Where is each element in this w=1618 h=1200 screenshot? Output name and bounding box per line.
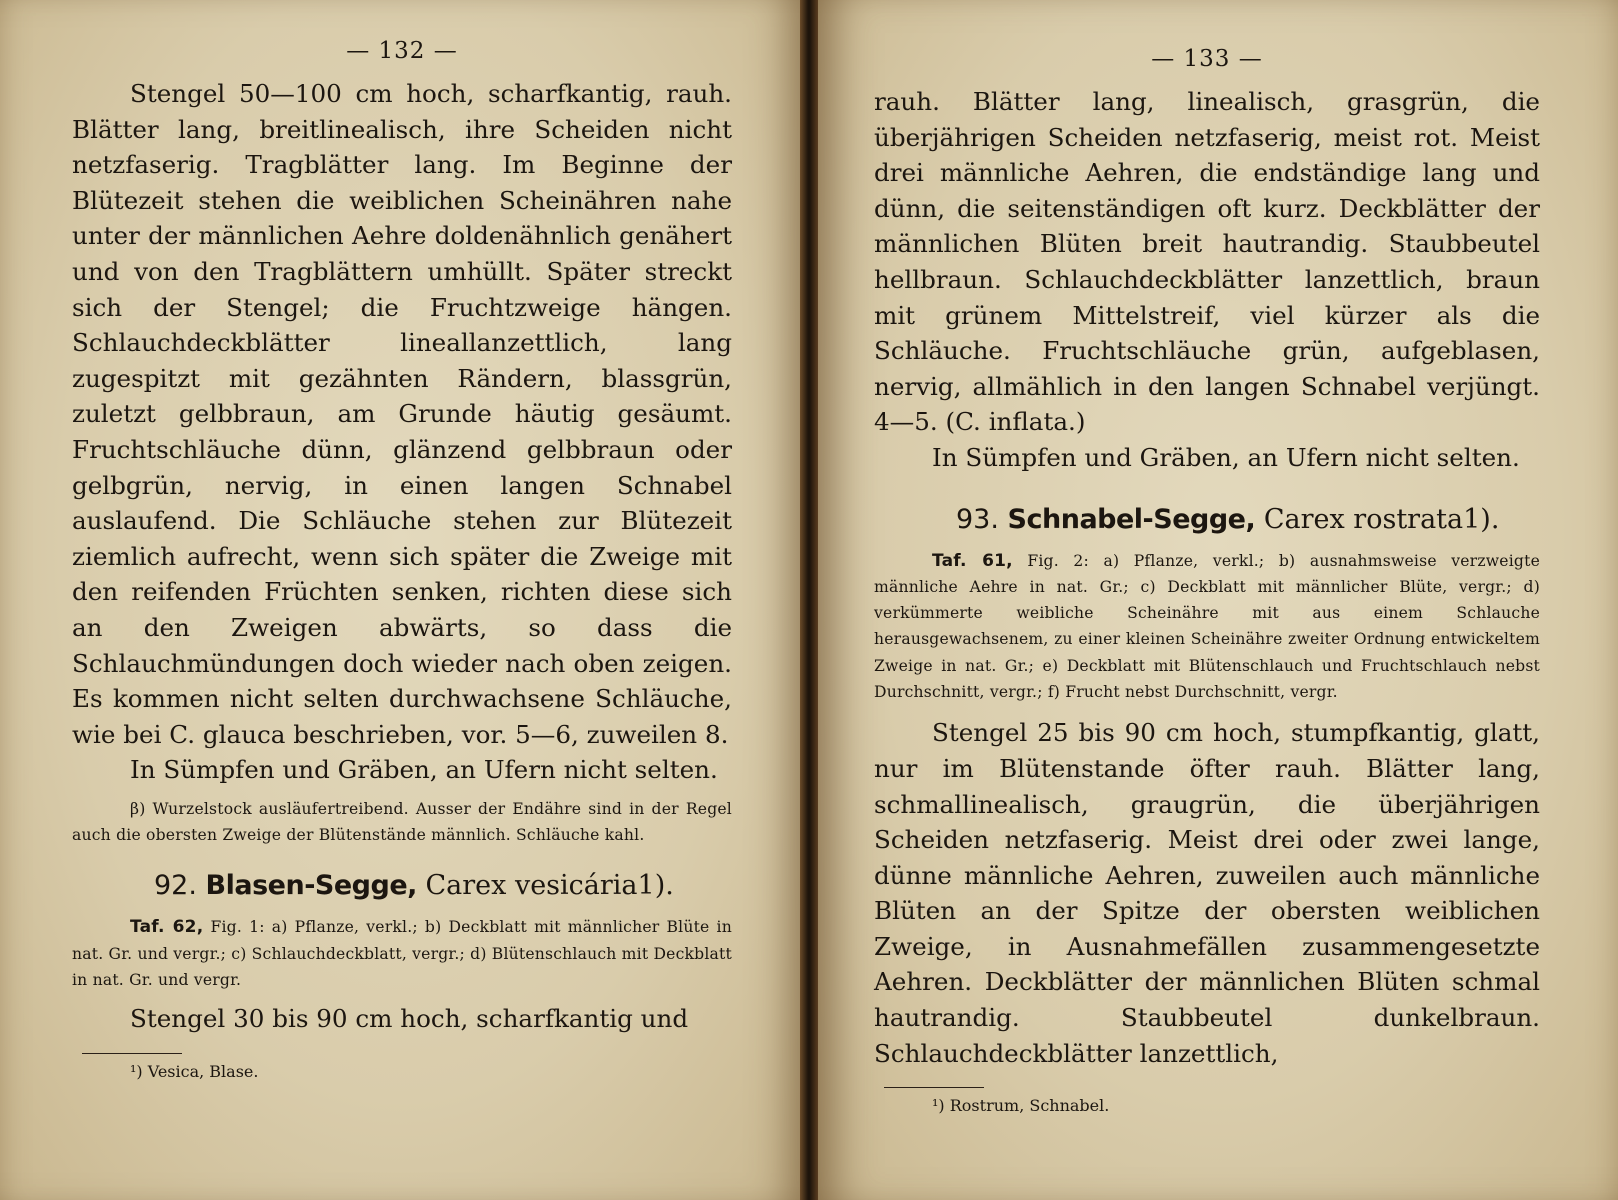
body-text xyxy=(874,84,1540,476)
species-latin-name: Carex rostrata xyxy=(1263,503,1464,535)
footnote-marker: 1). xyxy=(637,870,674,902)
body-text xyxy=(72,1001,732,1037)
plate-reference xyxy=(874,548,1540,706)
page-number: — 133 — xyxy=(1151,46,1263,72)
variety-note: β) Wurzelstock ausläufertreibend. Ausser der Endähre sind in der Regel auch die obersten Zweige der Blütenstände männlich. Schläuche kahl. xyxy=(72,799,732,845)
book-gutter xyxy=(800,0,818,1200)
description-paragraph: rauh. Blätter lang, linealisch, grasgrün, die überjährigen Scheiden netzfaserig, meist rot. Meist drei männliche Aehren, die endständige lang und dünn, die seitenständigen oft kurz. Deckblätter der männlichen Blüten breit hautrandig. Staubbeutel hellbraun. Schlauchdeckblätter lanzettlich, braun mit grünem Mittelstreif, viel kürzer als die Schläuche. Fruchtschläuche grün, aufgeblasen, nervig, allmählich in den langen Schnabel verjüngt. 4—5. (C. inflata.) xyxy=(874,87,1540,437)
description-paragraph: Stengel 30 bis 90 cm hoch, scharfkantig und xyxy=(130,1004,689,1034)
footnote-rule xyxy=(884,1087,984,1088)
footnote: ¹) Rostrum, Schnabel. xyxy=(932,1096,1110,1116)
species-number: 92. xyxy=(154,870,197,902)
plate-reference xyxy=(72,914,732,993)
species-common-name: Blasen-Segge, xyxy=(205,870,417,902)
plate-label: Taf. 61, xyxy=(932,550,1013,571)
left-page xyxy=(0,0,800,1200)
body-text xyxy=(72,76,732,788)
species-number: 93. xyxy=(956,503,999,535)
habitat-paragraph: In Sümpfen und Gräben, an Ufern nicht selten. xyxy=(130,755,718,785)
page-number: — 132 — xyxy=(346,38,458,64)
right-page xyxy=(818,0,1618,1200)
footnote-marker: 1). xyxy=(1463,503,1500,535)
footnote: ¹) Vesica, Blase. xyxy=(130,1061,259,1081)
species-heading xyxy=(874,502,1540,538)
species-common-name: Schnabel-Segge, xyxy=(1007,503,1256,535)
plate-label: Taf. 62, xyxy=(130,917,204,938)
habitat-paragraph: In Sümpfen und Gräben, an Ufern nicht selten. xyxy=(932,442,1520,472)
body-text xyxy=(874,715,1540,1071)
description-paragraph: Stengel 25 bis 90 cm hoch, stumpfkantig, glatt, nur im Blütenstande öfter rauh. Blätter lang, schmallinealisch, graugrün, die überjährigen Scheiden netzfaserig. Meist drei oder zwei lange, dünne männliche Aehren, zuweilen auch männliche Blüten an der Spitze der obersten weiblichen Zweige, in Ausnahmefällen zusammengesetzte Aehren. Deckblätter der männlichen Blüten schmal hautrandig. Staubbeutel dunkelbraun. Schlauchdeckblätter lanzettlich, xyxy=(874,718,1540,1068)
footnote-rule xyxy=(82,1053,182,1054)
species-heading xyxy=(72,868,732,904)
description-paragraph: Stengel 50—100 cm hoch, scharfkantig, rauh. Blätter lang, breitlinealisch, ihre Scheiden nicht netzfaserig. Tragblätter lang. Im Beginne der Blütezeit stehen die weiblichen Scheinähren nahe unter der männlichen Aehre doldenähnlich genähert und von den Tragblättern umhüllt. Später streckt sich der Stengel; die Fruchtzweige hängen. Schlauchdeckblätter lineallanzettlich, lang zugespitzt mit gezähnten Rändern, blassgrün, zuletzt gelbbraun, am Grunde häutig gesäumt. Fruchtschläuche dünn, glänzend gelbbraun oder gelbgrün, nervig, in einen langen Schnabel auslaufend. Die Schläuche stehen zur Blütezeit ziemlich aufrecht, wenn sich später die Zweige mit den reifenden Früchten senken, richten diese sich an den Zweigen abwärts, so dass die Schlauchmündungen doch wieder nach oben zeigen. Es kommen nicht selten durchwachsene Schläuche, wie bei C. glauca beschrieben, vor. 5—6, zuweilen 8. xyxy=(72,79,732,749)
plate-text: Fig. 1: a) Pflanze, verkl.; b) Deckblatt mit männlicher Blüte in nat. Gr. und vergr.; c) Schlauchdeckblatt, vergr.; d) Blütenschlauch mit Deckblatt in nat. Gr. und vergr. xyxy=(72,918,732,990)
species-latin-name: Carex vesicária xyxy=(425,870,638,902)
plate-text: Fig. 2: a) Pflanze, verkl.; b) ausnahmsweise verzweigte männliche Aehre in nat. Gr.; c) Deckblatt mit männlicher Blüte, vergr.; d) verkümmerte weibliche Scheinähre mit aus einem Schlauche herausgewachsenem, zu einer kleinen Scheinähre zweiter Ordnung entwickeltem Zweige in nat. Gr.; e) Deckblatt mit Blütenschlauch und Fruchtschlauch nebst Durchschnitt, vergr.; f) Frucht nebst Durchschnitt, vergr. xyxy=(874,551,1540,702)
